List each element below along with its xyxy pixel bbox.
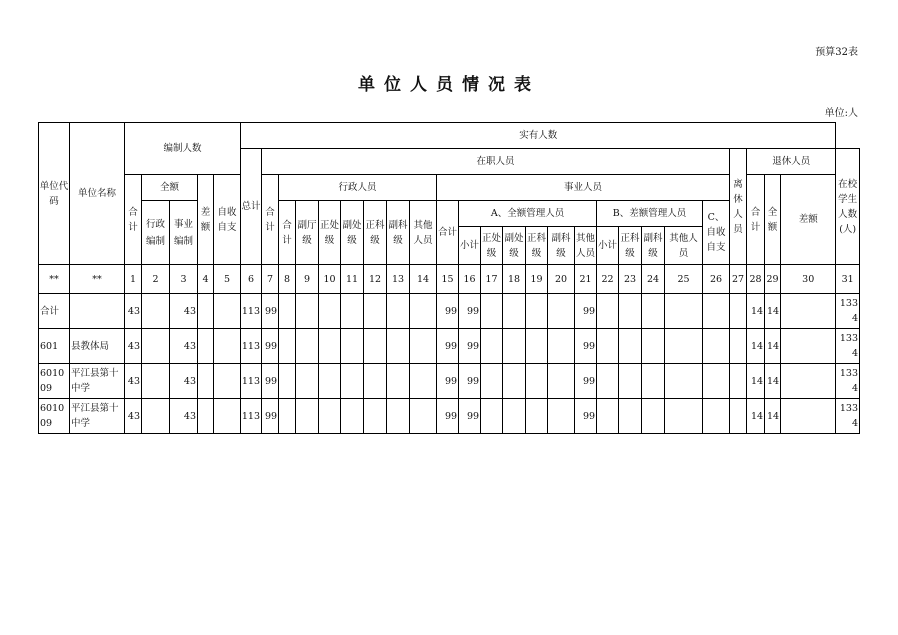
value-cell	[548, 329, 575, 364]
value-cell	[142, 294, 170, 329]
index-cell: 6	[241, 265, 262, 294]
value-cell: 113	[241, 399, 262, 434]
header-unit-name: 单位名称	[70, 123, 125, 265]
value-cell: 43	[125, 294, 142, 329]
value-cell	[387, 399, 410, 434]
value-cell	[526, 294, 548, 329]
value-cell	[142, 399, 170, 434]
value-cell	[642, 364, 665, 399]
header-a-division: 正处级	[481, 227, 503, 265]
unit-code-cell: 601009	[39, 364, 70, 399]
index-cell: **	[39, 265, 70, 294]
header-actual: 实有人数	[241, 123, 836, 149]
value-cell	[296, 294, 319, 329]
value-cell: 99	[459, 364, 481, 399]
index-cell: 29	[765, 265, 781, 294]
form-number: 预算32表	[815, 47, 858, 58]
personnel-table	[38, 122, 860, 434]
index-cell: 5	[214, 265, 241, 294]
value-cell	[503, 364, 526, 399]
header-admin-other: 其他人员	[410, 201, 437, 265]
unit-name-cell	[70, 294, 125, 329]
value-cell	[142, 329, 170, 364]
value-cell	[730, 364, 747, 399]
value-cell	[214, 399, 241, 434]
index-cell: 2	[142, 265, 170, 294]
value-cell: 99	[262, 329, 279, 364]
header-in-service: 在职人员	[262, 149, 730, 175]
value-cell: 14	[747, 294, 765, 329]
unit-code-cell: 601	[39, 329, 70, 364]
index-cell: 11	[341, 265, 364, 294]
table-row	[39, 364, 860, 399]
header-a-other: 其他人员	[575, 227, 597, 265]
value-cell: 1334	[836, 294, 860, 329]
header-a-full-mgmt: A、全额管理人员	[459, 201, 597, 227]
header-retired: 退休人员	[747, 149, 836, 175]
value-cell	[781, 364, 836, 399]
value-cell: 43	[170, 399, 198, 434]
value-cell	[296, 364, 319, 399]
value-cell	[387, 294, 410, 329]
value-cell	[364, 364, 387, 399]
value-cell: 1334	[836, 329, 860, 364]
value-cell	[319, 294, 341, 329]
value-cell	[198, 364, 214, 399]
index-cell: 22	[597, 265, 619, 294]
index-cell: 4	[198, 265, 214, 294]
value-cell	[198, 294, 214, 329]
value-cell	[526, 399, 548, 434]
unit-name-cell: 平江县第十中学	[70, 364, 125, 399]
value-cell	[279, 294, 296, 329]
value-cell: 99	[575, 294, 597, 329]
value-cell	[503, 399, 526, 434]
value-cell	[214, 364, 241, 399]
header-retired-full: 全额	[765, 175, 781, 265]
value-cell	[730, 294, 747, 329]
index-cell: 26	[703, 265, 730, 294]
header-b-other: 其他人员	[665, 227, 703, 265]
value-cell	[410, 399, 437, 434]
value-cell: 99	[575, 364, 597, 399]
header-b-diff-mgmt: B、差额管理人员	[597, 201, 703, 227]
table-row	[39, 294, 860, 329]
index-row	[39, 265, 860, 294]
value-cell	[665, 364, 703, 399]
value-cell	[548, 399, 575, 434]
header-a-section: 正科级	[526, 227, 548, 265]
header-b-deputy-section: 副科级	[642, 227, 665, 265]
value-cell	[503, 329, 526, 364]
page-title: 单位人员情况表	[358, 75, 540, 95]
header-deputy-bureau: 副厅级	[296, 201, 319, 265]
value-cell	[481, 364, 503, 399]
value-cell: 14	[747, 364, 765, 399]
value-cell	[387, 329, 410, 364]
value-cell	[548, 364, 575, 399]
value-cell	[703, 329, 730, 364]
value-cell	[341, 294, 364, 329]
header-admin-staffing: 行政编制	[142, 201, 170, 265]
value-cell	[730, 329, 747, 364]
index-cell: 1	[125, 265, 142, 294]
index-cell: 13	[387, 265, 410, 294]
value-cell: 14	[747, 329, 765, 364]
value-cell	[619, 329, 642, 364]
index-cell: 8	[279, 265, 296, 294]
value-cell: 99	[459, 294, 481, 329]
table-row	[39, 399, 860, 434]
value-cell	[526, 364, 548, 399]
header-admin-staff: 行政人员	[279, 175, 437, 201]
value-cell	[503, 294, 526, 329]
value-cell	[781, 329, 836, 364]
header-admin-total: 合计	[279, 201, 296, 265]
unit-label: 单位:人	[824, 108, 858, 119]
value-cell	[781, 399, 836, 434]
value-cell: 99	[459, 329, 481, 364]
value-cell	[296, 329, 319, 364]
index-cell: 15	[437, 265, 459, 294]
value-cell: 14	[765, 364, 781, 399]
value-cell: 99	[575, 329, 597, 364]
index-cell: 25	[665, 265, 703, 294]
value-cell: 99	[262, 399, 279, 434]
value-cell	[619, 399, 642, 434]
value-cell	[364, 294, 387, 329]
header-retired-cadre: 离休人员	[730, 149, 747, 265]
index-cell: 30	[781, 265, 836, 294]
value-cell	[481, 294, 503, 329]
header-b-section: 正科级	[619, 227, 642, 265]
index-cell: 14	[410, 265, 437, 294]
index-cell: 17	[481, 265, 503, 294]
value-cell: 99	[437, 329, 459, 364]
value-cell	[548, 294, 575, 329]
value-cell: 43	[125, 399, 142, 434]
header-b-subtotal: 小计	[597, 227, 619, 265]
value-cell	[296, 399, 319, 434]
value-cell	[364, 329, 387, 364]
value-cell: 99	[437, 364, 459, 399]
value-cell	[665, 329, 703, 364]
value-cell	[410, 364, 437, 399]
header-retired-diff: 差额	[781, 175, 836, 265]
value-cell: 99	[437, 399, 459, 434]
value-cell	[642, 329, 665, 364]
header-a-deputy-division: 副处级	[503, 227, 526, 265]
unit-code-cell: 合计	[39, 294, 70, 329]
value-cell: 14	[765, 329, 781, 364]
value-cell	[481, 329, 503, 364]
header-staffing-total: 合计	[125, 175, 142, 265]
header-retired-total: 合计	[747, 175, 765, 265]
table-row	[39, 329, 860, 364]
index-cell: 7	[262, 265, 279, 294]
value-cell	[319, 364, 341, 399]
index-cell: 28	[747, 265, 765, 294]
table-body	[39, 294, 860, 434]
header-diff-amount: 差额	[198, 175, 214, 265]
value-cell	[341, 399, 364, 434]
header-unit-code: 单位代码	[39, 123, 70, 265]
header-deputy-division: 副处级	[341, 201, 364, 265]
value-cell: 43	[125, 364, 142, 399]
value-cell	[319, 399, 341, 434]
value-cell	[642, 294, 665, 329]
value-cell	[387, 364, 410, 399]
index-cell: 10	[319, 265, 341, 294]
value-cell	[597, 294, 619, 329]
value-cell	[781, 294, 836, 329]
value-cell	[279, 399, 296, 434]
index-cell: 23	[619, 265, 642, 294]
value-cell	[410, 294, 437, 329]
value-cell: 43	[125, 329, 142, 364]
value-cell	[279, 364, 296, 399]
value-cell	[642, 399, 665, 434]
value-cell: 43	[170, 364, 198, 399]
index-cell: **	[70, 265, 125, 294]
header-deputy-section: 副科级	[387, 201, 410, 265]
header-self-funded: 自收自支	[214, 175, 241, 265]
unit-code-cell: 601009	[39, 399, 70, 434]
value-cell: 1334	[836, 364, 860, 399]
value-cell: 14	[765, 399, 781, 434]
value-cell	[597, 329, 619, 364]
value-cell: 99	[262, 294, 279, 329]
value-cell: 1334	[836, 399, 860, 434]
header-a-deputy-section: 副科级	[548, 227, 575, 265]
index-cell: 12	[364, 265, 387, 294]
header-career-staff: 事业人员	[437, 175, 730, 201]
header-in-service-total: 合计	[262, 175, 279, 265]
index-cell: 19	[526, 265, 548, 294]
header-section: 正科级	[364, 201, 387, 265]
value-cell: 43	[170, 294, 198, 329]
value-cell: 99	[437, 294, 459, 329]
value-cell	[703, 364, 730, 399]
value-cell: 14	[765, 294, 781, 329]
value-cell	[665, 399, 703, 434]
value-cell	[526, 329, 548, 364]
value-cell	[198, 399, 214, 434]
value-cell	[703, 294, 730, 329]
index-cell: 20	[548, 265, 575, 294]
value-cell	[619, 364, 642, 399]
index-cell: 21	[575, 265, 597, 294]
header-division: 正处级	[319, 201, 341, 265]
unit-name-cell: 平江县第十中学	[70, 399, 125, 434]
value-cell	[665, 294, 703, 329]
value-cell	[279, 329, 296, 364]
value-cell	[703, 399, 730, 434]
index-cell: 9	[296, 265, 319, 294]
value-cell: 99	[575, 399, 597, 434]
value-cell	[410, 329, 437, 364]
header-staffing: 编制人数	[125, 123, 241, 175]
value-cell	[319, 329, 341, 364]
unit-name-cell: 县教体局	[70, 329, 125, 364]
value-cell: 113	[241, 329, 262, 364]
header-career-total: 合计	[437, 201, 459, 265]
value-cell	[341, 329, 364, 364]
value-cell	[619, 294, 642, 329]
header-students: 在校学生人数(人)	[836, 149, 860, 265]
value-cell: 99	[459, 399, 481, 434]
header-a-subtotal: 小计	[459, 227, 481, 265]
value-cell	[214, 294, 241, 329]
value-cell	[597, 364, 619, 399]
index-cell: 16	[459, 265, 481, 294]
value-cell: 113	[241, 294, 262, 329]
index-cell: 3	[170, 265, 198, 294]
value-cell	[214, 329, 241, 364]
header-grand-total: 总计	[241, 149, 262, 265]
value-cell	[341, 364, 364, 399]
value-cell	[481, 399, 503, 434]
value-cell: 99	[262, 364, 279, 399]
value-cell: 113	[241, 364, 262, 399]
value-cell	[597, 399, 619, 434]
value-cell	[142, 364, 170, 399]
header-full-amount: 全额	[142, 175, 198, 201]
header-career-staffing: 事业编制	[170, 201, 198, 265]
value-cell: 14	[747, 399, 765, 434]
value-cell	[730, 399, 747, 434]
index-cell: 27	[730, 265, 747, 294]
index-cell: 18	[503, 265, 526, 294]
header-c-self-funded: C、自收自支	[703, 201, 730, 265]
value-cell	[198, 329, 214, 364]
value-cell: 43	[170, 329, 198, 364]
index-cell: 24	[642, 265, 665, 294]
index-cell: 31	[836, 265, 860, 294]
value-cell	[364, 399, 387, 434]
